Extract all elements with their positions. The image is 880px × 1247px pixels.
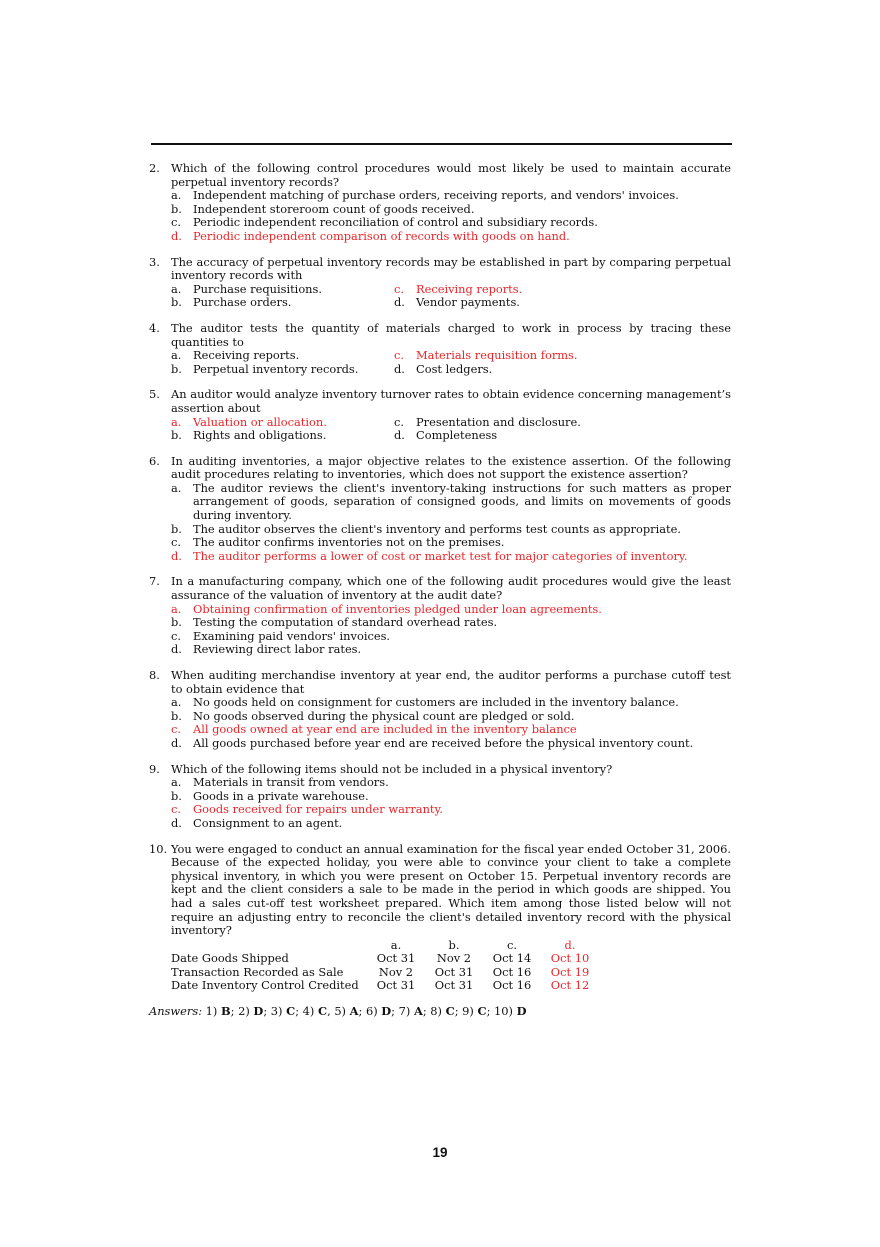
question-number: 3.	[149, 254, 160, 269]
question-stem: Which of the following items should not be included in a physical inventory?	[171, 761, 613, 776]
table-cell: Nov 2	[436, 951, 472, 966]
option-b: b. Perpetual inventory records.	[171, 361, 359, 376]
option-d: d. Cost ledgers.	[394, 361, 493, 376]
question-list	[149, 162, 731, 1019]
question-number: 5.	[149, 387, 160, 402]
option-d: d. All goods purchased before year end are received before the physical inventory count.	[171, 735, 694, 750]
table-row	[171, 966, 599, 980]
option-d-correct: d. Periodic independent comparison of records with goods on hand.	[171, 228, 570, 243]
table-header: a.	[390, 937, 402, 952]
question-8	[149, 669, 731, 751]
table-cell-correct: Oct 10	[550, 951, 590, 966]
option-c: c. The auditor confirms inventories not on the premises.	[171, 535, 505, 550]
table-cell: Oct 31	[376, 978, 416, 993]
option-a: a. Independent matching of purchase orders, receiving reports, and vendors' invoices.	[171, 188, 679, 203]
option-a-correct: a. Obtaining confirmation of inventories pledged under loan agreements.	[171, 601, 602, 616]
option-b: b. Rights and obligations.	[171, 428, 327, 443]
option-b: b. The auditor observes the client's inventory and performs test counts as appropriate.	[171, 521, 681, 536]
option-b: b. No goods observed during the physical count are pledged or sold.	[171, 708, 575, 723]
table-header: b.	[448, 937, 460, 952]
question-10	[149, 843, 731, 994]
option-c-correct: c. Receiving reports.	[394, 281, 523, 296]
table-header-correct: d.	[564, 937, 576, 952]
option-a: a. Purchase requisitions.	[171, 281, 322, 296]
answer-item: 10) D	[494, 1004, 527, 1019]
table-row	[171, 952, 599, 966]
question-stem: An auditor would analyze inventory turnover rates to obtain evidence concerning management’s assertion about	[171, 387, 731, 415]
option-b: b. Goods in a private warehouse.	[171, 788, 369, 803]
table-cell-correct: Oct 12	[550, 978, 590, 993]
question-stem: The auditor tests the quantity of materials charged to work in process by tracing these quantities to	[171, 320, 731, 349]
answer-item: 3) C;	[270, 1004, 300, 1019]
question-stem: You were engaged to conduct an annual examination for the fiscal year ended October 31, 2006. Because of the expected holiday, you were able to convince your client to take a complete physical inventory, in which you were present on October 15. Perpetual inventory records are kept and the client considers a sale to be made in the period in which goods are shipped. You had a sales cut-off test worksheet prepared. Which item among those listed below will not require an adjusting entry to reconcile the client's detailed inventory record with the physical inventory?	[171, 841, 731, 938]
table-cell: Oct 16	[492, 978, 532, 993]
table-cell: Oct 14	[492, 951, 532, 966]
question-number: 9.	[149, 761, 160, 776]
option-a: a. The auditor reviews the client's inventory-taking instructions for such matters as proper arrangement of goods, separation of consigned goods, and limits on movements of goods during inventory.	[171, 480, 731, 523]
option-a: a. No goods held on consignment for customers are included in the inventory balance.	[171, 695, 679, 710]
question-stem: In auditing inventories, a major objective relates to the existence assertion. Of the following audit procedures relating to inventories, which does not support the existence assertion?	[171, 453, 731, 482]
answer-item: 2) D;	[238, 1004, 268, 1019]
answer-item: 8) C;	[430, 1004, 459, 1019]
cutoff-table	[171, 939, 599, 993]
table-cell: Oct 31	[434, 978, 474, 993]
option-c: c. Presentation and disclosure.	[394, 414, 581, 429]
answer-items	[206, 1004, 527, 1018]
question-stem: When auditing merchandise inventory at year end, the auditor performs a purchase cutoff test to obtain evidence that	[171, 668, 731, 696]
table-row	[171, 979, 599, 993]
option-a: a. Receiving reports.	[171, 348, 300, 363]
option-d: d. Completeness	[394, 428, 498, 443]
answer-key	[149, 1005, 731, 1019]
option-c-correct: c. Goods received for repairs under warranty.	[171, 802, 444, 817]
question-3	[149, 256, 731, 310]
answers-label: Answers:	[149, 1004, 203, 1019]
table-cell: Nov 2	[378, 964, 414, 979]
option-c: c. Periodic independent reconciliation of control and subsidiary records.	[171, 215, 598, 230]
row-label: Date Goods Shipped	[171, 951, 289, 966]
option-c: c. Examining paid vendors' invoices.	[171, 628, 391, 643]
option-a: a. Materials in transit from vendors.	[171, 775, 389, 790]
option-b: b. Testing the computation of standard overhead rates.	[171, 615, 498, 630]
answer-item: 5) A;	[334, 1004, 363, 1019]
table-header-row	[171, 939, 599, 953]
question-number: 7.	[149, 574, 160, 589]
answer-item: 9) C;	[462, 1004, 491, 1019]
question-6	[149, 455, 731, 564]
option-d: d. Consignment to an agent.	[171, 815, 343, 830]
option-d-correct: d. The auditor performs a lower of cost or market test for major categories of inventory.	[171, 548, 688, 563]
answer-item: 1) B;	[205, 1004, 235, 1019]
question-number: 2.	[149, 161, 160, 175]
question-number: 6.	[149, 453, 160, 468]
question-number: 4.	[149, 320, 160, 335]
question-5	[149, 388, 731, 442]
table-cell: Oct 31	[434, 964, 474, 979]
row-label: Date Inventory Control Credited	[171, 978, 359, 993]
question-number: 8.	[149, 668, 160, 682]
option-c-correct: c. Materials requisition forms.	[394, 348, 578, 363]
option-b: b. Purchase orders.	[171, 295, 292, 310]
table-cell: Oct 16	[492, 964, 532, 979]
option-a-correct: a. Valuation or allocation.	[171, 414, 327, 429]
row-label: Transaction Recorded as Sale	[171, 964, 344, 979]
option-b: b. Independent storeroom count of goods received.	[171, 201, 475, 216]
question-stem: Which of the following control procedures would most likely be used to maintain accurate perpetual inventory records?	[171, 161, 731, 189]
question-2	[149, 162, 731, 244]
question-7	[149, 575, 731, 657]
option-d: d. Reviewing direct labor rates.	[171, 642, 362, 657]
header-rule	[151, 143, 732, 145]
question-4	[149, 322, 731, 376]
page-number: 19	[432, 1145, 448, 1160]
question-stem: In a manufacturing company, which one of the following audit procedures would give the least assurance of the valuation of inventory at the audit date?	[171, 574, 731, 603]
question-number: 10.	[149, 841, 168, 856]
option-d: d. Vendor payments.	[394, 295, 520, 310]
question-stem: The accuracy of perpetual inventory records may be established in part by comparing perpetual inventory records with	[171, 254, 731, 283]
table-header: c.	[506, 937, 517, 952]
answer-item: 7) A;	[398, 1004, 427, 1019]
answer-item: 6) D;	[365, 1004, 396, 1019]
question-9	[149, 763, 731, 831]
table-cell: Oct 31	[376, 951, 416, 966]
answer-item: 4) C,	[302, 1004, 331, 1019]
option-c-correct: c. All goods owned at year end are included in the inventory balance	[171, 722, 577, 737]
table-cell-correct: Oct 19	[550, 964, 590, 979]
